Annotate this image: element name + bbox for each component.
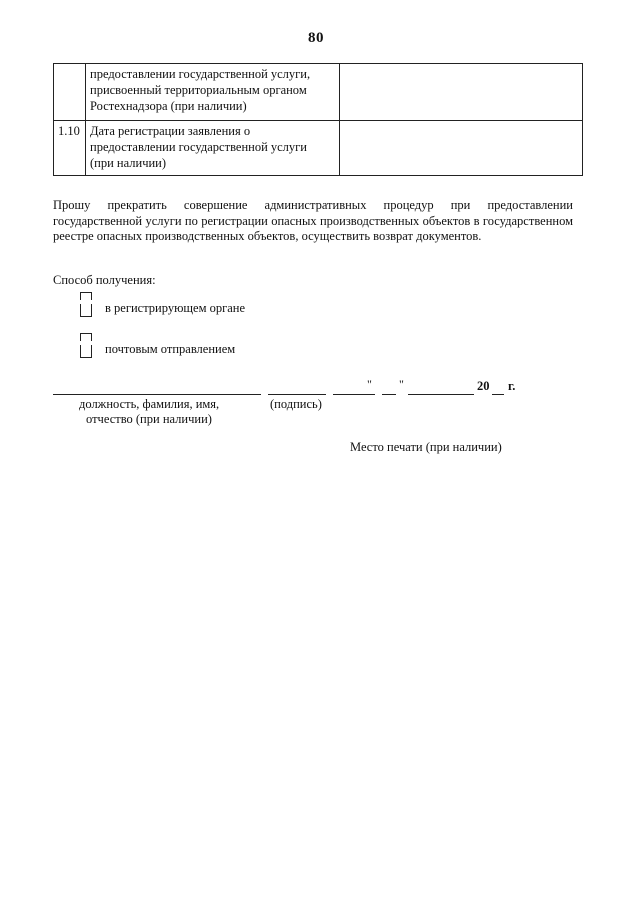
date-open-quote: " bbox=[367, 377, 372, 391]
row-value[interactable] bbox=[340, 121, 583, 176]
position-caption-line2: отчество (при наличии) bbox=[86, 412, 212, 426]
checkbox[interactable] bbox=[80, 290, 91, 318]
table-row bbox=[54, 121, 583, 176]
description-line: предоставлении государственной услуги bbox=[90, 140, 307, 154]
signature-caption: (подпись) bbox=[270, 397, 322, 411]
description-line: предоставлении государственной услуги, bbox=[90, 67, 311, 81]
stamp-caption: Место печати (при наличии) bbox=[350, 440, 502, 454]
date-day-blank[interactable] bbox=[382, 394, 396, 395]
description-line: присвоенный территориальным органом bbox=[90, 83, 307, 97]
description-line: Дата регистрации заявления о bbox=[90, 124, 251, 138]
row-number: 1.10 bbox=[54, 121, 86, 176]
position-line[interactable] bbox=[53, 394, 261, 395]
page-number: 80 bbox=[308, 30, 324, 46]
checkbox[interactable] bbox=[80, 331, 91, 359]
row-description bbox=[86, 64, 340, 121]
year-suffix: г. bbox=[508, 379, 516, 393]
row-description bbox=[86, 121, 340, 176]
date-close-quote: " bbox=[399, 377, 404, 391]
year-blank[interactable] bbox=[492, 394, 504, 395]
table-row bbox=[54, 64, 583, 121]
option-label: почтовым отправлением bbox=[105, 342, 236, 356]
receipt-method-label: Способ получения: bbox=[53, 273, 156, 287]
row-number bbox=[54, 64, 86, 121]
position-caption-line1: должность, фамилия, имя, bbox=[79, 397, 220, 411]
row-value[interactable] bbox=[340, 64, 583, 121]
description-line: (при наличии) bbox=[90, 156, 167, 170]
option-label: в регистрирующем органе bbox=[105, 301, 246, 315]
registration-table bbox=[53, 63, 583, 176]
request-paragraph: Прошу прекратить совершение административных процедур при предоставлении государственной услуги по регистрации опасных производственных объектов в государственном реестре опасных производственных объектов, осуществить возврат документов. bbox=[53, 198, 573, 243]
date-month-line[interactable] bbox=[408, 394, 474, 395]
description-line: Ростехнадзора (при наличии) bbox=[90, 99, 247, 113]
date-day-line[interactable] bbox=[333, 394, 375, 395]
year-prefix: 20 bbox=[477, 379, 490, 393]
signature-line[interactable] bbox=[268, 394, 326, 395]
